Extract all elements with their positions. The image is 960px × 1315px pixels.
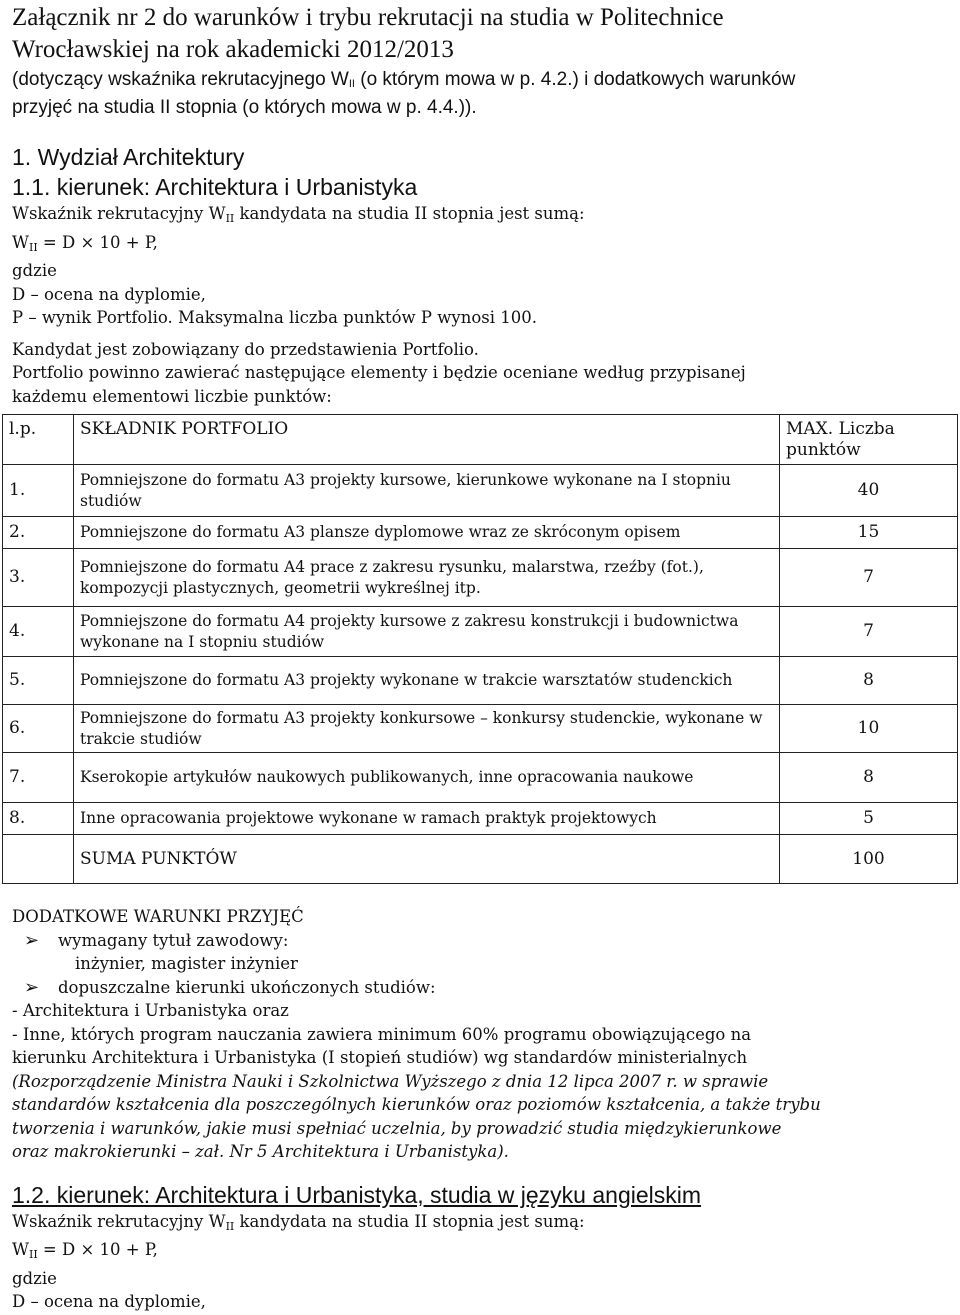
sum-value: 100 <box>780 835 958 884</box>
header-lp: l.p. <box>3 415 74 465</box>
table-header-row <box>3 415 958 465</box>
portfolio-table <box>2 414 958 884</box>
table-row: 3. Pomniejszone do formatu A4 prace z zakresu rysunku, malarstwa, rzeźby (fot.), kompozycji plastycznych, geometrii wykreślnej itp. 7 <box>3 549 958 607</box>
additional-heading: DODATKOWE WARUNKI PRZYJĘĆ <box>12 907 304 926</box>
table-row: 8. Inne opracowania projektowe wykonane w ramach praktyk projektowych 5 <box>3 803 958 835</box>
additional-conditions: DODATKOWE WARUNKI PRZYJĘĆ ➢ wymagany tytuł zawodowy: inżynier, magister inżynier ➢ dopuszczalne kierunki ukończonych studiów: - Architektura i Urbanistyka oraz - Inne, których program nauczania zawiera minimum 60% programu obowiązującego na kierunku Architektura i Urbanistyka (I stopień studiów) wg standardów ministerialnych (Rozporządzenie Ministra Nauki i Szkolnictwa Wyższego z dnia 12 lipca 2007 r. w sprawie standardów kształcenia dla poszczególnych kierunków oraz poziomów kształcenia, a także trybu tworzenia i warunków, jakie musi spełniać uczelnia, by prowadzić studia międzykierunkowe oraz makrokierunki – zał. Nr 5 Architektura i Urbanistyka). 1.2. kierunek: Architektura i Urbanistyka, studia w języku angielskim Wskaźnik rekrutacyjny $W_{II}$ kandydata na studia II stopnia jest sumą: $W_{II} = D \times 10 + P$, gdzie D – ocena na dyplomie, <box>12 905 952 1314</box>
table-row: 6. Pomniejszone do formatu A3 projekty konkursowe – konkursy studenckie, wykonane w trakcie studiów 10 <box>3 705 958 753</box>
table-sum-row <box>3 835 958 884</box>
sum-label: SUMA PUNKTÓW <box>74 835 780 884</box>
arrow-bullet-icon: ➢ <box>24 976 40 998</box>
document-title: Załącznik nr 2 do warunków i trybu rekrutacji na studia w Politechnice Wrocławskiej na rok akademicki 2012/2013 <box>12 4 724 63</box>
list-item: ➢ dopuszczalne kierunki ukończonych studiów: <box>24 976 436 998</box>
faculty-heading: 1. Wydział Architektury <box>12 144 245 170</box>
program-heading: 1.1. kierunek: Architektura i Urbanistyka <box>12 174 418 200</box>
title-note: (dotyczący wskaźnika rekrutacyjnego WII (o którym mowa w p. 4.2.) i dodatkowych warunków przyjęć na studia II stopnia (o których mowa w p. 4.4.)). <box>12 69 796 118</box>
formula: $W_{II} = D \times 10 + P$, <box>12 1240 158 1261</box>
arrow-bullet-icon: ➢ <box>24 929 40 951</box>
table-row: 7. Kserokopie artykułów naukowych publikowanych, inne opracowania naukowe 8 <box>3 753 958 803</box>
table-row: 5. Pomniejszone do formatu A3 projekty wykonane w trakcie warsztatów studenckich 8 <box>3 657 958 705</box>
program-heading-english: 1.2. kierunek: Architektura i Urbanistyka, studia w języku angielskim <box>12 1181 702 1208</box>
table-row: 1. Pomniejszone do formatu A3 projekty kursowe, kierunkowe wykonane na I stopniu studiów 40 <box>3 465 958 517</box>
regulation-reference: (Rozporządzenie Ministra Nauki i Szkolnictwa Wyższego z dnia 12 lipca 2007 r. w sprawie standardów kształcenia dla poszczególnych kierunków oraz poziomów kształcenia, a także trybu tworzenia i warunków, jakie musi spełniać uczelnia, by prowadzić studia międzykierunkowe oraz makrokierunki – zał. Nr 5 Architektura i Urbanistyka). <box>12 1071 821 1161</box>
table-row: 2. Pomniejszone do formatu A3 plansze dyplomowe wraz ze skróconym opisem 15 <box>3 517 958 549</box>
header-component: SKŁADNIK PORTFOLIO <box>74 415 780 465</box>
table-row: 4. Pomniejszone do formatu A4 projekty kursowe z zakresu konstrukcji i budownictwa wykonane na I stopniu studiów 7 <box>3 607 958 657</box>
formula: $W_{II} = D \times 10 + P$, <box>12 232 158 254</box>
list-item: ➢ wymagany tytuł zawodowy: <box>24 929 289 951</box>
header-max-points: MAX. Liczba punktów <box>780 415 958 465</box>
recruitment-index-text: Wskaźnik rekrutacyjny $W_{II}$ kandydata na studia II stopnia jest sumą: $W_{II} = D \times 10 + P$, gdzie D – ocena na dyplomie, P – wynik Portfolio. Maksymalna liczba punktów P wynosi 100. Kandydat jest zobowiązany do przedstawienia Portfolio. Portfolio powinno zawierać następujące elementy i będzie oceniane według przypisanej każdemu elementowi liczbie punktów: <box>12 202 952 408</box>
document-page <box>12 0 952 408</box>
